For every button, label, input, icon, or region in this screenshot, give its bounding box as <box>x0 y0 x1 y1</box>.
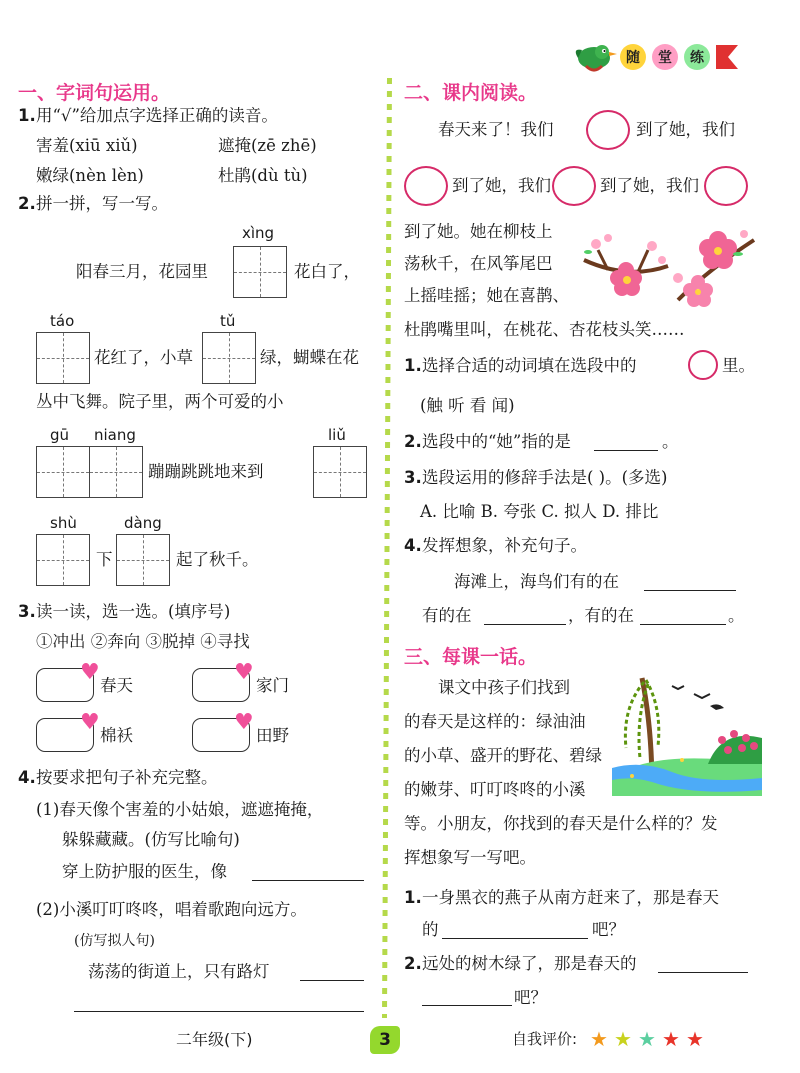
fill-circle[interactable] <box>704 166 748 206</box>
answer-blank[interactable] <box>422 1004 512 1006</box>
passage-line-2b: 到了她，我们 <box>600 176 699 195</box>
heart-icon: ♥ <box>234 710 254 735</box>
writing-grid-xing[interactable] <box>233 246 287 298</box>
footer-grade: 二年级(下) <box>176 1030 253 1049</box>
q4-p2: (2)小溪叮叮咚咚，唱着歌跑向远方。 <box>36 900 307 919</box>
s2-q4-line2b: ，有的在 <box>568 606 634 625</box>
writing-grid-dang[interactable] <box>116 534 170 586</box>
s3-line-5: 等。小朋友，你找到的春天是什么样的？发 <box>404 814 718 833</box>
fill-circle[interactable] <box>586 110 630 150</box>
s3-q1-de: 的 <box>422 920 439 939</box>
q1-option-a: 害羞(xiū xiǔ) <box>36 136 138 155</box>
passage-line-4: 荡秋千，在风筝尾巴 <box>404 254 553 273</box>
s2-q1-text: 选择合适的动词填在选段中的 <box>422 356 637 375</box>
s3-q1-text: 一身黑衣的燕子从南方赶来了，那是春天 <box>422 888 719 907</box>
star-icon[interactable]: ★ <box>662 1027 680 1051</box>
q2-line2a: 花红了，小草 <box>94 348 193 367</box>
s3-q2-end: 吧？ <box>514 988 547 1007</box>
writing-grid-gu[interactable] <box>36 446 90 498</box>
section1-title: 一、字词句运用。 <box>18 82 171 104</box>
s2-q4-line2c: 。 <box>728 606 745 625</box>
writing-grid-liu[interactable] <box>313 446 367 498</box>
q4-p2c: 荡荡的街道上，只有路灯 <box>88 962 270 981</box>
s3-q1-number: 1. <box>404 888 422 907</box>
answer-blank[interactable] <box>252 879 364 881</box>
bird-icon <box>572 40 618 74</box>
section3-title: 三、每课一话。 <box>404 646 538 668</box>
q4-p2b: (仿写拟人句) <box>74 933 155 949</box>
fill-circle[interactable] <box>552 166 596 206</box>
s2-q4-line2a: 有的在 <box>422 606 472 625</box>
spring-stream-illustration <box>612 668 762 796</box>
q2-number: 2. <box>18 194 36 213</box>
q2-line4: 蹦蹦跳跳地来到 <box>148 462 264 481</box>
logo-char-1: 随 <box>620 44 646 70</box>
answer-blank[interactable] <box>300 979 364 981</box>
s3-line-1: 课文中孩子们找到 <box>438 678 570 697</box>
s2-q1-number: 1. <box>404 356 422 375</box>
q4-number: 4. <box>18 768 36 787</box>
header-logo <box>572 40 742 74</box>
answer-blank[interactable] <box>74 1010 364 1012</box>
page-number: 3 <box>370 1026 400 1054</box>
q2-line5b: 起了秋千。 <box>176 550 259 569</box>
answer-blank[interactable] <box>644 589 736 591</box>
q3-item-4: 田野 <box>256 726 289 745</box>
q3-text: 读一读，选一选。(填序号) <box>36 602 231 621</box>
s3-q1-end: 吧？ <box>592 920 625 939</box>
q1-option-c: 嫩绿(nèn lèn) <box>36 166 144 185</box>
q2-text: 拼一拼，写一写。 <box>36 194 168 213</box>
writing-grid-shu[interactable] <box>36 534 90 586</box>
s2-q4-text: 发挥想象，补充句子。 <box>422 536 587 555</box>
pinyin-dang: dàng <box>124 514 162 532</box>
q4-p1: (1)春天像个害羞的小姑娘，遮遮掩掩， <box>36 800 324 819</box>
heart-icon: ♥ <box>80 710 100 735</box>
q1-option-d: 杜鹃(dù tù) <box>218 166 308 185</box>
s3-line-2: 的春天是这样的：绿油油 <box>404 712 586 731</box>
s3-line-6: 挥想象写一写吧。 <box>404 848 536 867</box>
s2-q3-text: 选段运用的修辞手法是( )。(多选) <box>422 468 668 487</box>
s2-q2-number: 2. <box>404 432 422 451</box>
passage-line-1: 春天来了！我们 <box>438 120 554 139</box>
s2-q1-end: 里。 <box>722 356 755 375</box>
s2-q4-line1: 海滩上，海鸟们有的在 <box>454 572 619 591</box>
s2-q3-options: A. 比喻 B. 夸张 C. 拟人 D. 排比 <box>420 502 659 521</box>
s3-line-3: 的小草、盛开的野花、碧绿 <box>404 746 602 765</box>
q4-text: 按要求把句子补充完整。 <box>36 768 218 787</box>
logo-char-3: 练 <box>684 44 710 70</box>
q2-line2b: 绿，蝴蝶在花 <box>260 348 359 367</box>
column-divider <box>382 78 392 1018</box>
heart-icon: ♥ <box>234 660 254 685</box>
passage-line-5: 上摇哇摇；她在喜鹊、 <box>404 286 569 305</box>
s3-q2-text: 远处的树木绿了，那是春天的 <box>422 954 637 973</box>
passage-line-3: 到了她。她在柳枝上 <box>404 222 553 241</box>
pinyin-tao: táo <box>50 312 75 330</box>
s2-q2-text: 选段中的“她”指的是 <box>422 432 571 451</box>
q3-options: ①冲出 ②奔向 ③脱掉 ④寻找 <box>36 632 250 651</box>
peach-blossom-illustration <box>578 220 758 312</box>
section2-title: 二、课内阅读。 <box>404 82 538 104</box>
star-icon[interactable]: ★ <box>638 1027 656 1051</box>
answer-blank[interactable] <box>442 937 588 939</box>
answer-blank[interactable] <box>594 449 658 451</box>
pinyin-xing: xìng <box>242 224 275 242</box>
pinyin-shu: shù <box>50 514 77 532</box>
self-eval-label: 自我评价: <box>512 1030 578 1048</box>
flag-icon <box>714 43 740 71</box>
pinyin-niang: niang <box>94 426 136 444</box>
answer-blank[interactable] <box>658 971 748 973</box>
pinyin-tu: tǔ <box>220 312 236 330</box>
writing-grid-tu[interactable] <box>202 332 256 384</box>
q3-item-3: 棉袄 <box>100 726 133 745</box>
q2-line1b: 花白了， <box>294 262 360 281</box>
s2-q1-options: (触 听 看 闻) <box>420 396 515 415</box>
q4-p1c: 穿上防护服的医生，像 <box>62 862 227 881</box>
fill-circle-example <box>688 350 718 380</box>
q1-option-b: 遮掩(zē zhē) <box>218 136 317 155</box>
writing-grid-niang[interactable] <box>89 446 143 498</box>
heart-icon: ♥ <box>80 660 100 685</box>
s2-q3-number: 3. <box>404 468 422 487</box>
q2-line5a: 下 <box>96 550 113 569</box>
pinyin-gu: gū <box>50 426 70 444</box>
q1-number: 1. <box>18 106 36 125</box>
passage-line-1b: 到了她，我们 <box>636 120 735 139</box>
answer-blank[interactable] <box>484 623 566 625</box>
s3-q2-number: 2. <box>404 954 422 973</box>
star-icon[interactable]: ★ <box>614 1027 632 1051</box>
passage-line-2a: 到了她，我们 <box>452 176 551 195</box>
q3-number: 3. <box>18 602 36 621</box>
answer-blank[interactable] <box>640 623 726 625</box>
passage-line-6: 杜鹃嘴里叫，在桃花、杏花枝头笑…… <box>404 320 685 339</box>
q1-text: 用“√”给加点字选择正确的读音。 <box>36 106 278 125</box>
q2-line3: 丛中飞舞。院子里，两个可爱的小 <box>36 392 284 411</box>
q3-item-1: 春天 <box>100 676 133 695</box>
s2-q4-number: 4. <box>404 536 422 555</box>
q2-line1: 阳春三月，花园里 <box>76 262 208 281</box>
writing-grid-tao[interactable] <box>36 332 90 384</box>
q4-p1b: 躲躲藏藏。(仿写比喻句) <box>62 830 240 849</box>
star-icon[interactable]: ★ <box>590 1027 608 1051</box>
fill-circle[interactable] <box>404 166 448 206</box>
logo-char-2: 堂 <box>652 44 678 70</box>
star-icon[interactable]: ★ <box>686 1027 704 1051</box>
q3-item-2: 家门 <box>256 676 289 695</box>
s3-line-4: 的嫩芽、叮叮咚咚的小溪 <box>404 780 586 799</box>
pinyin-liu: liǔ <box>328 426 346 444</box>
s2-q2-end: 。 <box>662 432 679 451</box>
